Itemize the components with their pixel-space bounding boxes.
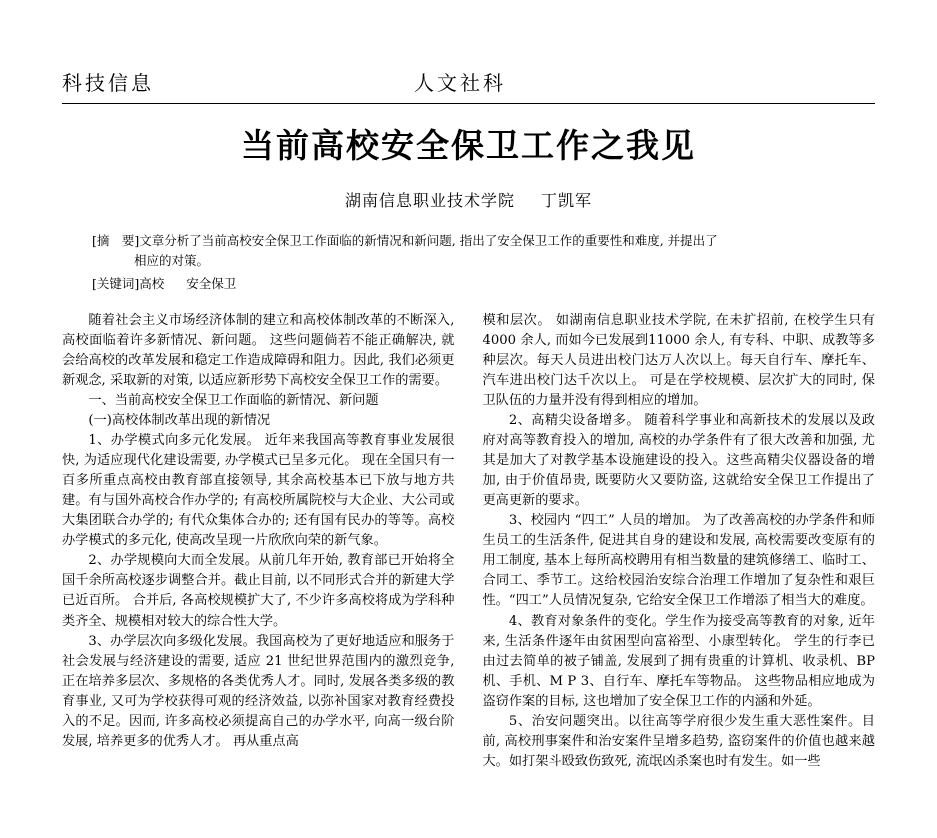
abstract-text: 文章分析了当前高校安全保卫工作面临的新情况和新问题, 指出了安全保卫工作的重要性和难度, 并提出了 <box>139 232 718 248</box>
subsection-heading: (一)高校体制改革出现的新情况 <box>88 412 271 428</box>
body-columns <box>62 311 875 772</box>
affiliation: 湖南信息职业技术学院 <box>344 190 515 210</box>
author-name: 丁凯军 <box>541 190 593 210</box>
keywords-label: [关键词] <box>92 275 140 291</box>
page-title: 当前高校安全保卫工作之我见 <box>241 126 696 165</box>
front-matter <box>62 231 875 295</box>
paragraph: 5、治安问题突出。以往高等学府很少发生重大恶性案件。目前, 高校刑事案件和治安案件呈增多趋势, 盗窃案件的价值也越来越大。如打架斗殴致伤致死, 流氓凶杀案也时有发生。如一些 <box>482 713 875 769</box>
paragraph: 1、办学模式向多元化发展。 近年来我国高等教育事业发展很快, 为适应现代化建设需要, 办学模式已呈多元化。 现在全国只有一百多所重点高校由教育部直接领导, 其余高校基本已下放与地方共建。有与国外高校合作办学的; 有高校所属院校与大企业、大公司或大集团联合办学的; 有代众集体合办的; 还有国有民办的等等。高校办学模式的多元化, 使高改呈现一片欣欣向荣的新气象。 <box>62 432 455 549</box>
paragraph: 3、办学层次向多级化发展。我国高校为了更好地适应和服务于社会发展与经济建设的需要, 适应 21 世纪世界范围内的激烈竞争, 正在培养多层次、多规格的各类优秀人才。同时, 发展各类多级的教育事业, 又可为学校获得可观的经济效益, 以弥补国家对教育经费投入的不足。因而, 许多高校必须提高自己的办学水平, 向高一级台阶发展, 培养更多的优秀人才。 再从重点高 <box>62 633 455 749</box>
section-heading: 一、当前高校安全保卫工作面临的新情况、新问题 <box>88 392 379 408</box>
abstract-second-line: 相应的对策。 <box>134 253 210 269</box>
byline <box>62 188 875 211</box>
running-head-center: 人文社科 <box>414 71 506 95</box>
paragraph: 3、校园内 “四工” 人员的增加。 为了改善高校的办学条件和师生员工的生活条件, 促进其自身的建设和发展, 高校需要改变原有的用工制度, 基本上每所高校聘用有相当数量的建筑修缮工、临时工、合同工、季节工。这给校园治安综合治理工作增加了复杂性和艰巨性。“四工”人员情况复杂, 它给安全保卫工作增添了相当大的难度。 <box>482 513 875 609</box>
paragraph: 4、教育对象条件的变化。学生作为接受高等教育的对象, 近年来, 生活条件逐年由贫困型向富裕型、小康型转化。 学生的行李已由过去简单的被子铺盖, 发展到了拥有贵重的计算机、收录机、BP 机、手机、M P 3、自行车、摩托车等物品。 这些物品相应地成为盗窃作案的目标, 这也增加了安全保卫工作的内涵和外延。 <box>482 613 875 709</box>
paragraph: 随着社会主义市场经济体制的建立和高校体制改革的不断深入, 高校面临着许多新情况、新问题。 这些问题倘若不能正确解决, 就会给高校的改革发展和稳定工作造成障碍和阻力。因此, 我们必须更新观念, 采取新的对策, 以适应新形势下高校安全保卫工作的需要。 <box>62 312 455 388</box>
paragraph: 2、办学规模向大而全发展。从前几年开始, 教育部已开始将全国千余所高校逐步调整合并。截止目前, 以不同形式合并的新建大学已近百所。 合并后, 各高校规模扩大了, 不少许多高校将成为学科种类齐全、规模相对较大的综合性大学。 <box>62 553 455 629</box>
running-head <box>62 62 875 104</box>
keyword-item: 安全保卫 <box>186 275 237 291</box>
abstract-label: [摘 要] <box>92 232 140 248</box>
keywords-items <box>139 276 258 291</box>
abstract-first-line <box>92 231 847 252</box>
paragraph: 模和层次。 如湖南信息职业技术学院, 在未扩招前, 在校学生只有4000 余人, 而如今已发展到11000 余人, 有专科、中职、成教等多种层次。每天人员进出校门达万人次以上。每天自行车、摩托车、汽车进出校门达千次以上。 可是在学校规模、层次扩大的同时, 保卫队伍的力量并没有得到相应的增加。 <box>482 312 875 408</box>
article-page <box>0 62 937 838</box>
keywords-line <box>92 274 847 295</box>
column-left <box>62 311 455 772</box>
column-right <box>483 311 876 772</box>
paragraph: 2、高精尖设备增多。 随着科学事业和高新技术的发展以及政府对高等教育投入的增加, 高校的办学条件有了很大改善和加强, 尤其是加大了对教学基本设施建设的投入。这些高精尖仪器设备的增加, 由于价值昂贵, 既要防火又要防盗, 这就给安全保卫工作提出了更高更新的要求。 <box>482 412 875 509</box>
header-rule <box>62 103 875 104</box>
running-head-left: 科技信息 <box>62 71 154 95</box>
keyword-item: 高校 <box>139 275 165 291</box>
